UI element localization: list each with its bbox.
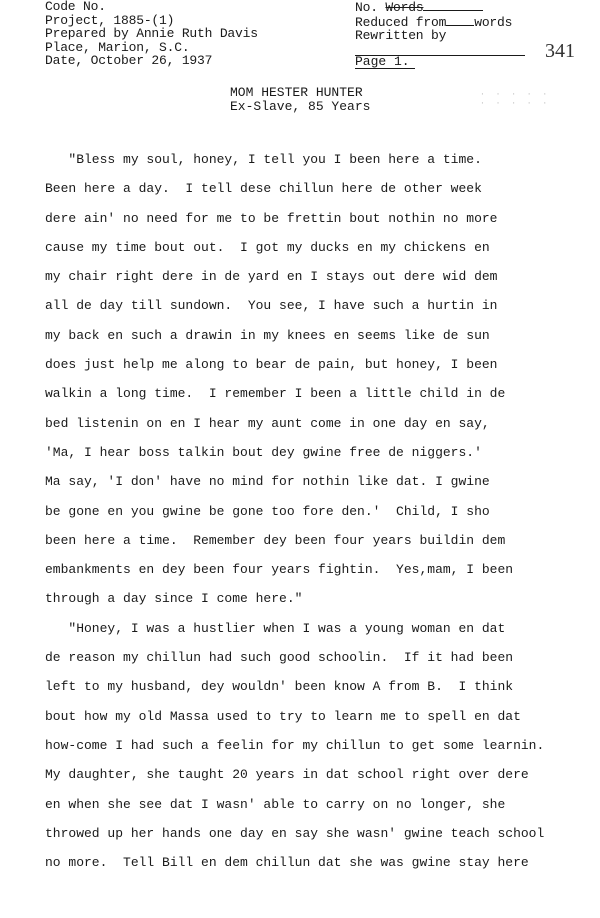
header-word-counts [355,0,512,43]
subject-name: MOM HESTER HUNTER [230,85,363,100]
text-line: left to my husband, dey wouldn' been know A from B. I think [45,679,514,695]
place: Place, Marion, S.C. [45,39,190,55]
rewritten-by-line [355,29,512,43]
text-line: all de day till sundown. You see, I have such a hurtin in [45,298,498,314]
reduced-from-line [355,15,512,30]
date: Date, October 26, 1937 [45,53,213,68]
text-line: bout how my old Massa used to try to learn me to spell en dat [45,708,521,724]
rewritten-by-label: Rewritten by [355,28,447,43]
text-line: embankments en dey been four years fightin. Yes,mam, I been [45,562,514,578]
text-line: my chair right dere in de yard en I stays out dere wid dem [45,269,498,285]
header-metadata [45,0,258,68]
subject-subtitle: Ex-Slave, 85 Years [230,99,371,114]
code-number: Code No. [45,0,106,14]
reduced-blank [446,15,474,26]
text-line: be gone en you gwine be gone too fore den.' Child, I sho [45,503,490,519]
text-line: Ma say, 'I don' have no mind for nothin like dat. I gwine [45,474,490,490]
text-line: bed listenin on en I hear my aunt come in one day en say, [45,415,490,431]
text-line: Been here a day. I tell dese chillun here de other week [45,181,482,197]
text-line: "Honey, I was a hustlier when I was a young woman en dat [45,620,506,636]
text-line: cause my time bout out. I got my ducks en my chickens en [45,239,490,255]
text-line: dere ain' no need for me to be frettin bout nothin no more [45,210,498,226]
text-line: "Bless my soul, honey, I tell you I been here a time. [45,152,482,167]
text-line: does just help me along to bear de pain, but honey, I been [45,357,498,373]
no-label: No. [355,0,378,15]
page-number-rule [355,68,415,69]
text-line: en when she see dat I wasn' able to carry on no longer, she [45,796,506,812]
text-line: how-come I had such a feelin for my chillun to get some learnin. [45,737,545,753]
text-line: no more. Tell Bill en dem chillun dat she was gwine stay here [45,855,529,871]
text-line: my back en such a drawin in my knees en seems like de sun [45,327,490,343]
reduced-from-label: Reduced from [355,14,447,30]
text-line: through a day since I come here." [45,591,303,607]
words-label: words [474,14,513,30]
text-line: walkin a long time. I remember I been a little child in de [45,386,506,402]
no-struck: Words [385,0,424,15]
text-line: throwed up her hands one day en say she wasn' gwine teach school [45,825,545,841]
no-blank [423,0,483,11]
project-number: Project, 1885-(1) [45,12,175,28]
title-block [230,86,370,114]
text-line: My daughter, she taught 20 years in dat school right over dere [45,767,529,783]
scan-specks: · · · · · · · · · · [480,90,551,108]
prepared-by: Prepared by Annie Ruth Davis [45,26,258,41]
text-line: de reason my chillun had such good schoolin. If it had been [45,650,514,666]
text-line: been here a time. Remember dey been four years buildin dem [45,532,506,548]
text-line: 'Ma, I hear boss talkin bout dey gwine free de niggers.' [45,444,482,460]
page-number: Page 1. [355,54,410,69]
stamp-number: 341 [545,40,575,62]
number-words-line [355,0,512,15]
narrative-body [45,150,585,882]
